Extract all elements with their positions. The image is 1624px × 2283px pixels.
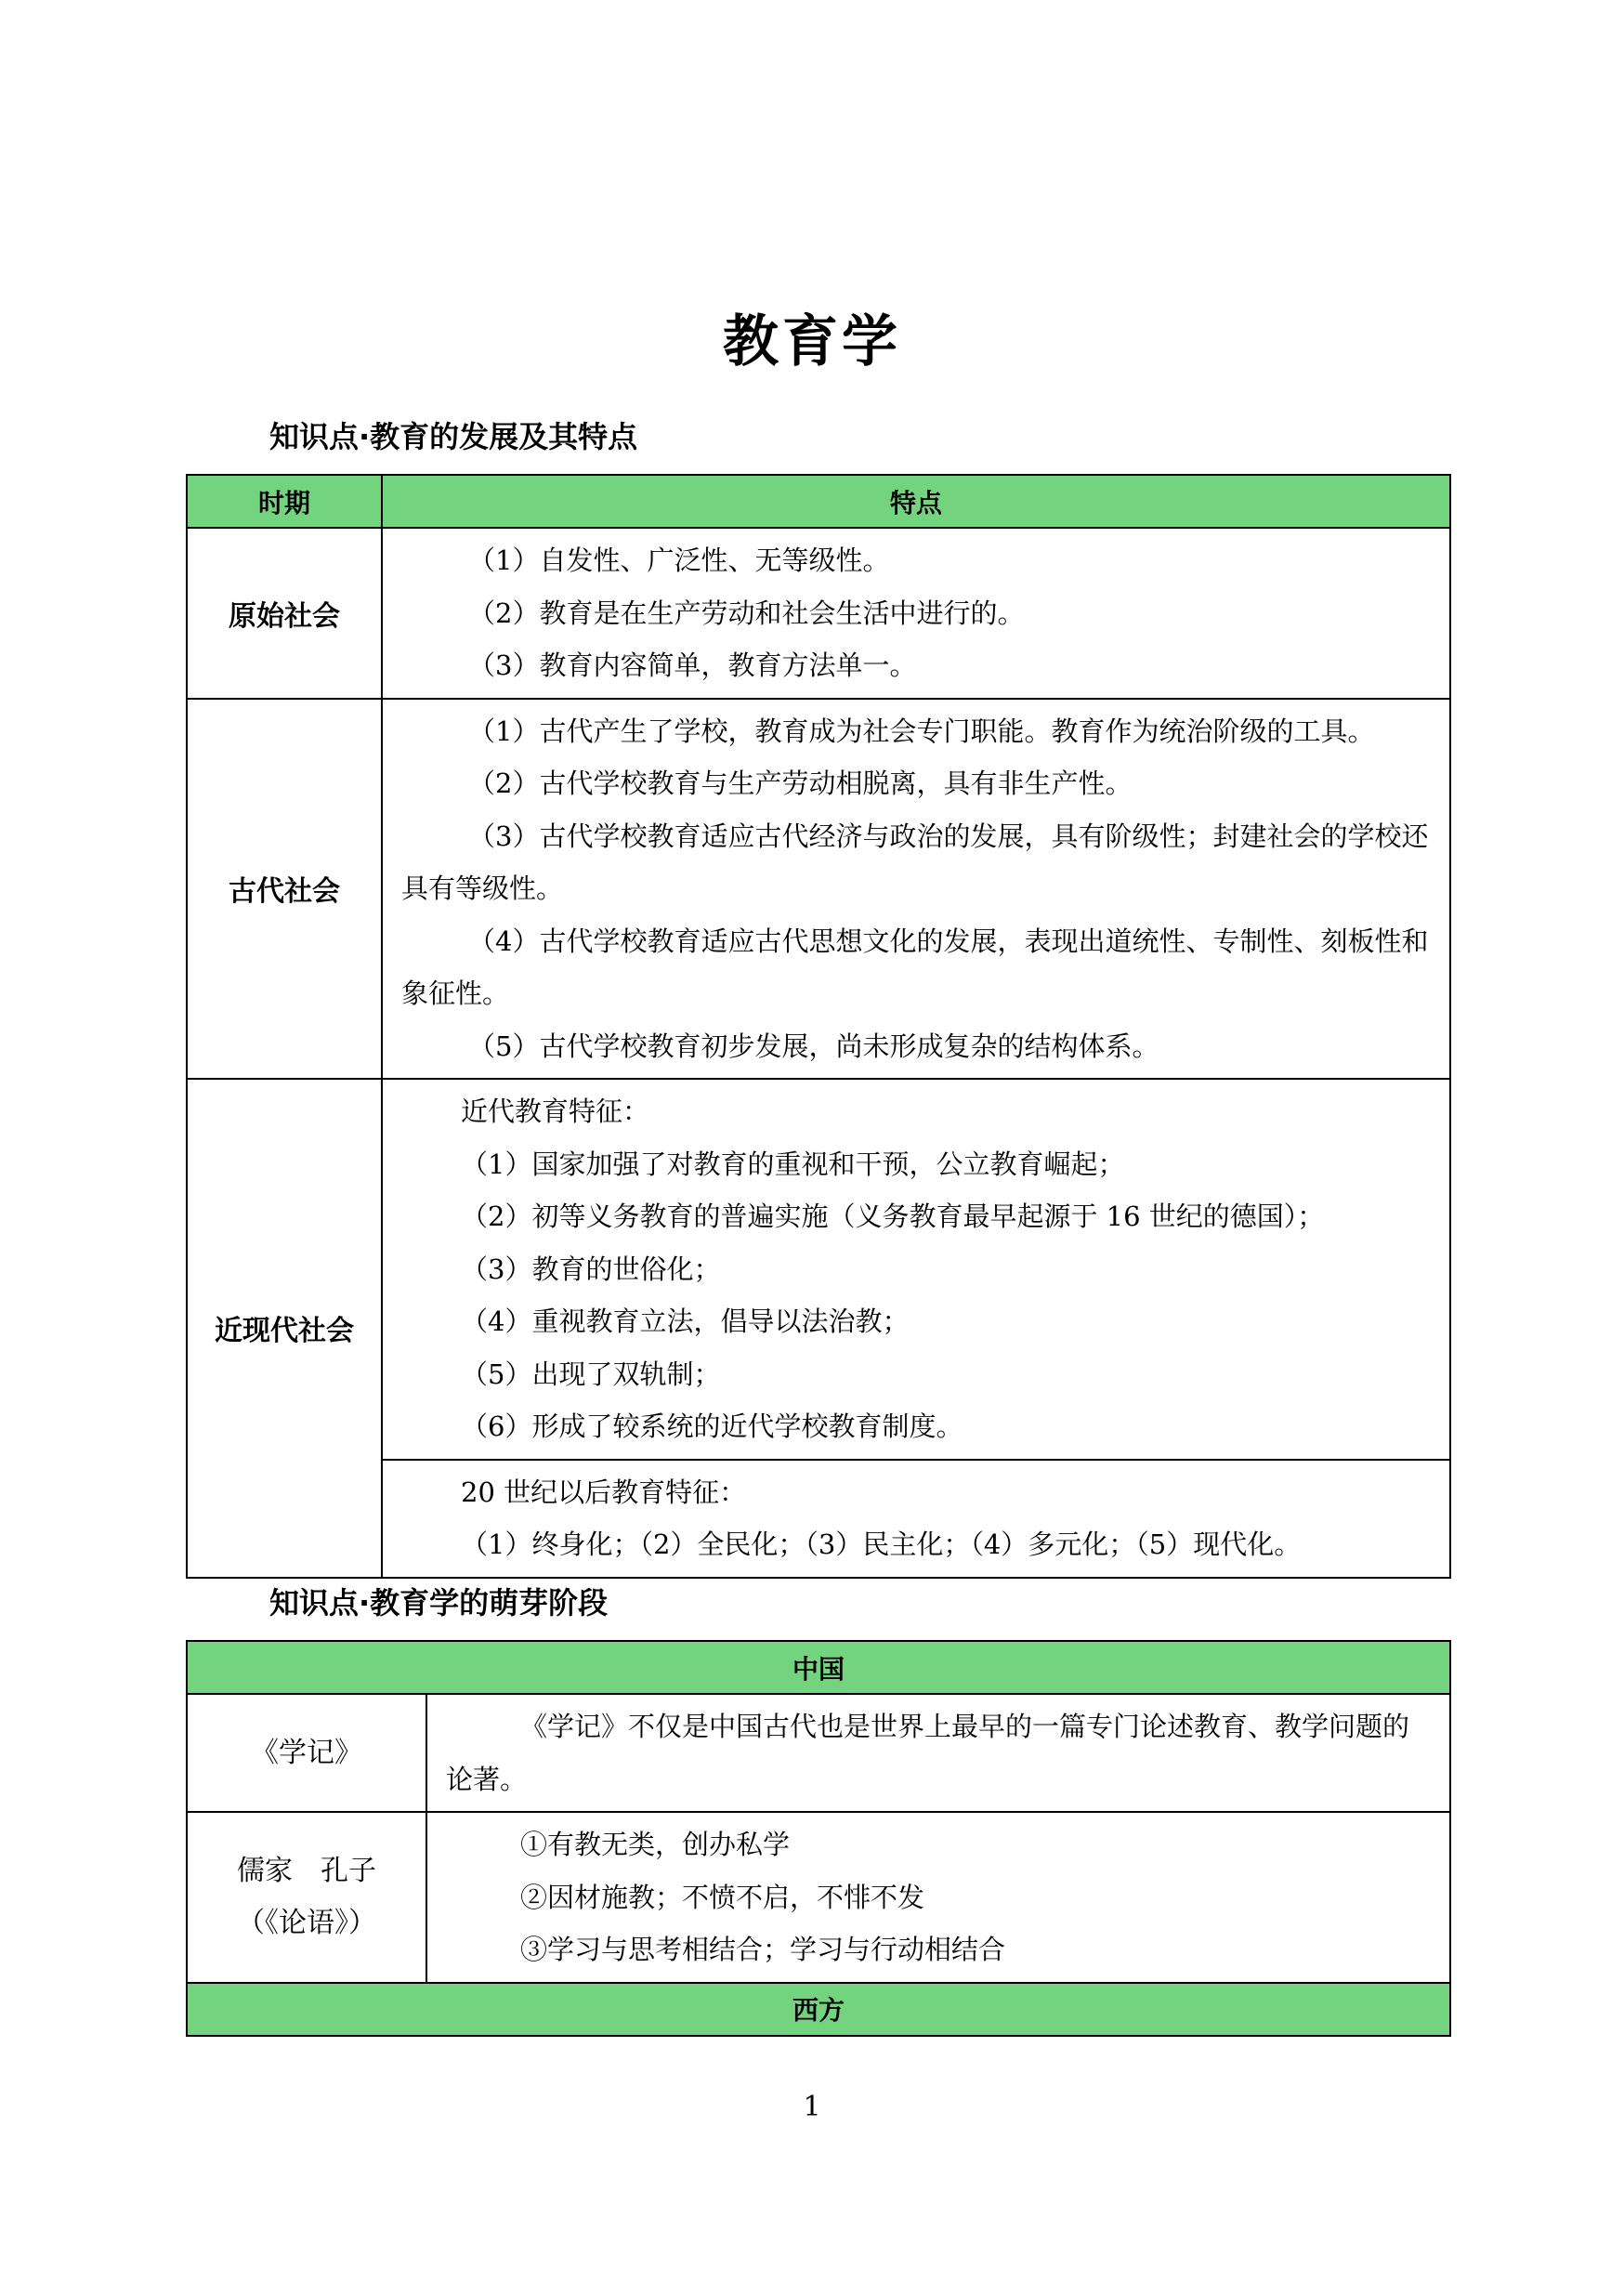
features-20th-century <box>382 1460 1450 1578</box>
feature-line: （3）古代学校教育适应古代经济与政治的发展，具有阶级性；封建社会的学校还具有等级性。 <box>401 820 1429 904</box>
feature-line: （1）古代产生了学校，教育成为社会专门职能。教育作为统治阶级的工具。 <box>468 715 1375 747</box>
header-west: 西方 <box>187 1983 1450 2036</box>
feature-line: （2）初等义务教育的普遍实施（义务教育最早起源于 16 世纪的德国）； <box>461 1201 1325 1232</box>
education-development-table <box>186 474 1451 1579</box>
confucius-point: ②因材施教；不愤不启，不悱不发 <box>520 1881 925 1913</box>
text-confucius <box>426 1812 1450 1983</box>
features-primitive <box>382 528 1450 699</box>
header-features: 特点 <box>382 475 1450 528</box>
header-china: 中国 <box>187 1641 1450 1694</box>
confucius-point: ③学习与思考相结合；学习与行动相结合 <box>520 1934 1006 1965</box>
feature-line: （4）古代学校教育适应古代思想文化的发展，表现出道统性、专制性、刻板性和象征性。 <box>401 925 1429 1009</box>
feature-line: （2）古代学校教育与生产劳动相脱离，具有非生产性。 <box>468 768 1133 799</box>
features-modern <box>382 1079 1450 1460</box>
feature-line: （3）教育内容简单，教育方法单一。 <box>468 649 917 681</box>
feature-line: （4）重视教育立法，倡导以法治教； <box>461 1306 910 1337</box>
confucius-point: ①有教无类，创办私学 <box>520 1829 791 1860</box>
page-title: 教育学 <box>723 309 901 374</box>
label-xueji: 《学记》 <box>187 1694 426 1812</box>
section-heading-sprouting: 知识点·教育学的萌芽阶段 <box>269 1585 609 1620</box>
period-primitive: 原始社会 <box>187 528 382 699</box>
label-confucius-line2: （《论语》） <box>237 1906 376 1939</box>
modern-heading: 近代教育特征： <box>461 1096 650 1127</box>
feature-line: （1）终身化；（2）全民化；（3）民主化；（4）多元化；（5）现代化。 <box>461 1529 1302 1560</box>
text-xueji <box>426 1694 1450 1812</box>
feature-line: （1）国家加强了对教育的重视和干预，公立教育崛起； <box>461 1148 1125 1180</box>
feature-line: （1）自发性、广泛性、无等级性。 <box>468 545 890 576</box>
feature-line: （6）形成了较系统的近代学校教育制度。 <box>461 1410 963 1442</box>
label-confucius-line1: 儒家 孔子 <box>237 1854 376 1887</box>
period-modern: 近现代社会 <box>187 1079 382 1578</box>
feature-line: （3）教育的世俗化； <box>461 1253 721 1285</box>
feature-line: （5）出现了双轨制； <box>461 1358 721 1390</box>
page-number: 1 <box>803 2091 821 2123</box>
sprouting-stage-table <box>186 1640 1451 2037</box>
c20-heading: 20 世纪以后教育特征： <box>461 1476 747 1508</box>
header-period: 时期 <box>187 475 382 528</box>
label-confucius <box>187 1812 426 1983</box>
section-heading-development: 知识点·教育的发展及其特点 <box>269 419 638 454</box>
features-ancient <box>382 699 1450 1080</box>
feature-line: （2）教育是在生产劳动和社会生活中进行的。 <box>468 597 1025 629</box>
period-ancient: 古代社会 <box>187 699 382 1080</box>
feature-line: （5）古代学校教育初步发展，尚未形成复杂的结构体系。 <box>468 1030 1159 1062</box>
xueji-description: 《学记》不仅是中国古代也是世界上最早的一篇专门论述教育、教学问题的论著。 <box>446 1711 1410 1795</box>
